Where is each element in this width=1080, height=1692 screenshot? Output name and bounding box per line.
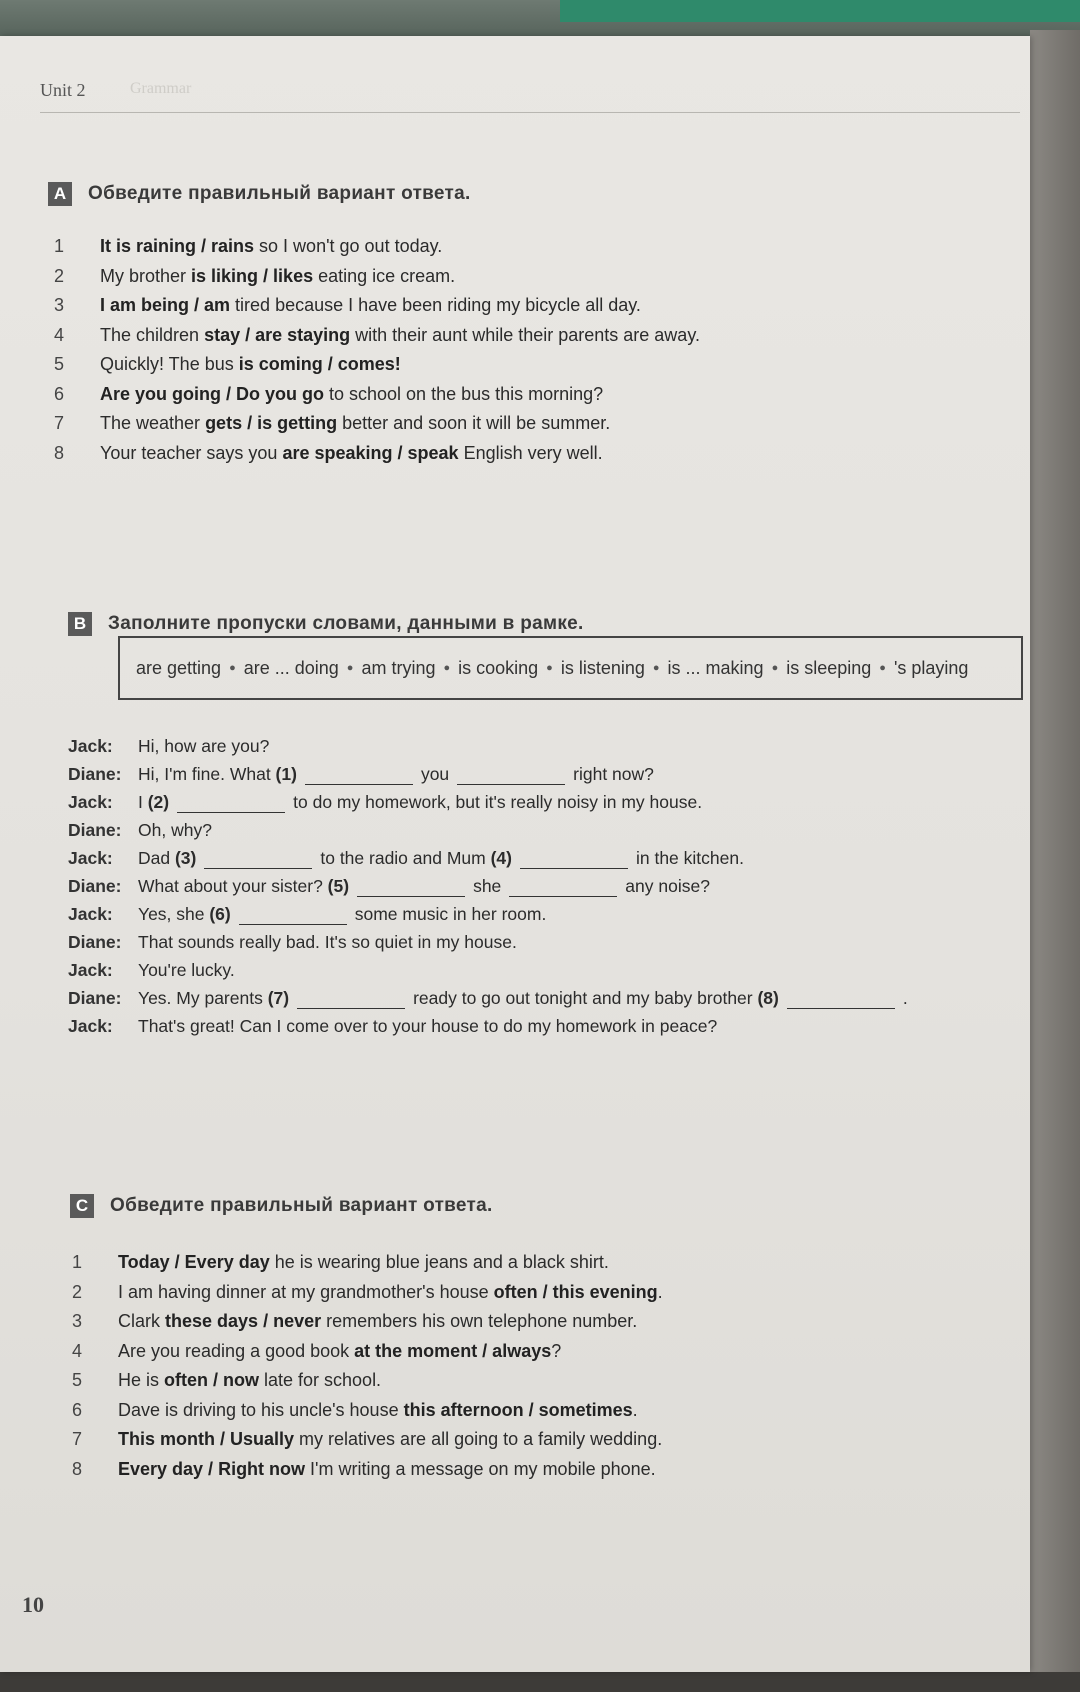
bullet-icon: ● — [443, 662, 451, 674]
item-text-before: The children — [100, 324, 205, 345]
dialogue-line — [68, 928, 908, 956]
list-item — [54, 380, 700, 410]
dialogue-fragment: she — [473, 875, 502, 896]
bullet-icon: ● — [771, 662, 779, 674]
speaker-name: Jack: — [68, 847, 113, 868]
book-cover-edge — [560, 0, 1080, 22]
gap-number: (7) — [267, 987, 290, 1008]
section-a-letter: A — [48, 182, 72, 206]
answer-options[interactable]: is coming / comes! — [238, 354, 401, 375]
bullet-icon: ● — [652, 662, 660, 674]
page-right-edge — [1030, 30, 1080, 1692]
dialogue-fragment: in the kitchen. — [635, 847, 744, 868]
dialogue-text — [138, 876, 710, 897]
answer-blank[interactable] — [305, 768, 413, 785]
speaker-name: Jack: — [68, 1015, 113, 1036]
item-text-before: My brother — [100, 265, 192, 286]
item-number: 1 — [54, 236, 65, 257]
item-text-after: my relatives are all going to a family wedding. — [294, 1429, 663, 1450]
item-text — [118, 1252, 609, 1273]
item-text-before: The weather — [100, 413, 206, 434]
answer-options[interactable]: gets / is getting — [205, 413, 338, 434]
answer-options[interactable]: Are you going / Do you go — [100, 383, 324, 404]
dialogue-fragment: some music in her room. — [354, 903, 547, 924]
list-item — [72, 1425, 663, 1455]
item-number: 3 — [72, 1311, 83, 1332]
item-text-after: better and soon it will be summer. — [337, 413, 611, 434]
dialogue-line — [68, 900, 908, 928]
item-number: 2 — [54, 265, 65, 286]
list-item — [54, 321, 700, 351]
item-text-after: remembers his own telephone number. — [321, 1311, 638, 1332]
dialogue-line — [68, 984, 908, 1012]
item-number: 4 — [72, 1340, 83, 1361]
item-text-after: . — [632, 1399, 638, 1420]
dialogue-text — [138, 960, 235, 981]
dialogue-text — [138, 764, 654, 785]
section-a-heading — [48, 182, 471, 206]
gap-number: (1) — [275, 763, 297, 784]
word-option: am trying — [361, 657, 436, 678]
item-text — [100, 295, 641, 316]
dialogue-line — [68, 760, 908, 788]
dialogue-line — [68, 872, 908, 900]
answer-blank[interactable] — [457, 768, 565, 785]
dialogue-text — [138, 988, 908, 1009]
item-text — [100, 266, 455, 287]
answer-options[interactable]: stay / are staying — [204, 324, 351, 345]
dialogue-text — [138, 820, 212, 841]
item-number: 1 — [72, 1252, 83, 1273]
word-option: is sleeping — [786, 657, 872, 678]
background-bottom — [0, 1672, 1080, 1692]
dialogue-fragment: Hi, how are you? — [138, 735, 270, 756]
list-item — [54, 291, 700, 321]
answer-options[interactable]: are speaking / speak — [282, 442, 459, 463]
item-text-after: English very well. — [458, 442, 603, 463]
dialogue-fragment: Oh, why? — [138, 819, 212, 840]
bullet-icon: ● — [879, 662, 886, 674]
answer-options[interactable]: I am being / am — [100, 295, 231, 316]
item-text-after: . — [657, 1281, 663, 1302]
item-number: 7 — [54, 413, 65, 434]
word-option: is cooking — [458, 657, 539, 678]
speaker-name: Diane: — [68, 875, 122, 896]
item-text-after: late for school. — [259, 1370, 382, 1391]
answer-blank[interactable] — [509, 880, 617, 897]
answer-blank[interactable] — [297, 992, 405, 1009]
item-text-before: He is — [118, 1370, 165, 1391]
bullet-icon: ● — [346, 662, 354, 674]
answer-options[interactable]: is liking / likes — [191, 265, 314, 286]
list-item — [72, 1307, 663, 1337]
list-item — [54, 409, 700, 439]
item-text-before: Clark — [118, 1311, 166, 1332]
answer-options[interactable]: this afternoon / sometimes — [403, 1399, 633, 1420]
answer-blank[interactable] — [204, 852, 312, 869]
item-number: 7 — [72, 1429, 83, 1450]
section-c-letter: C — [70, 1194, 94, 1218]
dialogue-text — [138, 904, 546, 925]
speaker-name: Jack: — [68, 735, 113, 756]
item-text-before: Dave is driving to his uncle's house — [118, 1399, 404, 1420]
dialogue-fragment: . — [902, 987, 908, 1008]
header-divider — [40, 112, 1020, 113]
answer-options[interactable]: often / now — [164, 1370, 259, 1391]
answer-blank[interactable] — [177, 796, 285, 813]
item-text — [100, 413, 610, 434]
dialogue-line — [68, 788, 908, 816]
bullet-icon: ● — [546, 662, 553, 674]
dialogue-fragment: That sounds really bad. It's so quiet in my house. — [138, 931, 517, 952]
answer-options[interactable]: Today / Every day — [118, 1252, 270, 1273]
speaker-name: Diane: — [68, 987, 122, 1008]
dialogue-fragment: you — [420, 763, 450, 784]
dialogue-fragment: Hi, I'm fine. What — [138, 763, 276, 784]
list-item — [72, 1396, 663, 1426]
speaker-name: Diane: — [68, 931, 122, 952]
dialogue-fragment: to the radio and Mum — [320, 847, 491, 868]
list-item — [72, 1366, 663, 1396]
speaker-name: Jack: — [68, 903, 113, 924]
dialogue-line — [68, 816, 908, 844]
section-c-heading — [70, 1194, 493, 1218]
item-number: 8 — [72, 1458, 83, 1479]
item-number: 5 — [72, 1370, 83, 1391]
section-b-letter: B — [68, 612, 92, 636]
unit-label: Unit 2 — [40, 80, 86, 100]
gap-number: (6) — [209, 903, 231, 924]
dialogue-text — [138, 848, 744, 869]
answer-blank[interactable] — [239, 908, 347, 925]
dialogue-fragment: any noise? — [625, 875, 710, 896]
dialogue-line — [68, 844, 908, 872]
section-a-title: Обведите правильный вариант ответа. — [88, 183, 471, 204]
list-item — [54, 262, 700, 292]
dialogue-fragment: to do my homework, but it's really noisy in my house. — [293, 791, 703, 812]
item-text-before: I am having dinner at my grandmother's house — [118, 1281, 494, 1302]
word-option: are getting — [136, 657, 222, 678]
item-text-before: Quickly! The bus — [100, 354, 239, 375]
gap-number: (8) — [757, 987, 779, 1008]
dialogue-fragment: That's great! Can I come over to your house to do my homework in peace? — [138, 1015, 718, 1036]
item-text-after: tired because I have been riding my bicycle all day. — [230, 295, 641, 316]
answer-options[interactable]: at the moment / always — [354, 1340, 552, 1361]
gap-number: (2) — [147, 791, 170, 812]
dialogue-text — [138, 736, 269, 757]
word-box — [118, 636, 1023, 700]
item-text-after: I'm writing a message on my mobile phone. — [305, 1458, 656, 1479]
dialogue-line — [68, 956, 908, 984]
dialogue-line — [68, 1012, 908, 1040]
dialogue-fragment: Yes. My parents — [138, 987, 268, 1008]
speaker-name: Diane: — [68, 763, 122, 784]
list-item — [72, 1278, 663, 1308]
dialogue-fragment: right now? — [573, 763, 654, 784]
word-option: is listening — [560, 657, 645, 678]
item-text-after: with their aunt while their parents are away. — [350, 324, 700, 345]
word-option: 's playing — [893, 657, 969, 678]
dialogue-text — [138, 792, 702, 813]
dialogue-fragment: Yes, she — [138, 903, 210, 924]
dialogue-text — [138, 932, 517, 953]
answer-blank[interactable] — [787, 992, 895, 1009]
answer-blank[interactable] — [357, 880, 465, 897]
item-text-after: to school on the bus this morning? — [324, 383, 604, 404]
section-b-title: Заполните пропуски словами, данными в рамке. — [108, 613, 584, 634]
word-option: is ... making — [667, 657, 764, 678]
item-number: 4 — [54, 324, 65, 345]
list-item — [54, 350, 700, 380]
section-label: Grammar — [130, 80, 192, 97]
item-number: 5 — [54, 354, 65, 375]
item-text — [118, 1370, 381, 1391]
list-item — [72, 1455, 663, 1485]
item-text-before: Are you reading a good book — [118, 1340, 355, 1361]
item-text — [100, 325, 700, 346]
item-text — [100, 236, 442, 257]
answer-options[interactable]: often / this evening — [493, 1281, 658, 1302]
item-text — [100, 384, 603, 405]
section-b-heading — [68, 612, 584, 636]
dialogue-fragment: I — [138, 791, 148, 812]
answer-options[interactable]: these days / never — [165, 1311, 322, 1332]
item-text — [118, 1459, 656, 1480]
item-text-after: so I won't go out today. — [254, 236, 443, 257]
item-text-before: Your teacher says you — [100, 442, 283, 463]
list-item — [72, 1248, 663, 1278]
dialogue-fragment: Dad — [138, 847, 175, 868]
dialogue — [68, 732, 908, 1040]
item-text — [118, 1311, 637, 1332]
gap-number: (4) — [490, 847, 512, 868]
dialogue-fragment: ready to go out tonight and my baby brother — [413, 987, 758, 1008]
item-number: 3 — [54, 295, 65, 316]
item-text — [100, 443, 603, 464]
list-item — [72, 1337, 663, 1367]
answer-blank[interactable] — [520, 852, 628, 869]
speaker-name: Jack: — [68, 791, 113, 812]
dialogue-line — [68, 732, 908, 760]
speaker-name: Jack: — [68, 959, 113, 980]
answer-options[interactable]: It is raining / rains — [100, 236, 255, 257]
item-text — [118, 1429, 662, 1450]
gap-number: (3) — [174, 847, 197, 868]
item-text-after: he is wearing blue jeans and a black shirt. — [269, 1252, 609, 1273]
section-c-title: Обведите правильный вариант ответа. — [110, 1195, 493, 1216]
item-number: 2 — [72, 1281, 83, 1302]
section-c-items — [72, 1248, 663, 1484]
item-text — [118, 1400, 638, 1421]
list-item — [54, 232, 700, 262]
page-number: 10 — [22, 1592, 44, 1617]
item-text — [100, 354, 401, 375]
list-item — [54, 439, 700, 469]
item-text — [118, 1282, 663, 1303]
dialogue-fragment: What about your sister? — [138, 875, 328, 896]
answer-options[interactable]: Every day / Right now — [118, 1458, 306, 1479]
speaker-name: Diane: — [68, 819, 122, 840]
item-number: 8 — [54, 442, 65, 463]
gap-number: (5) — [327, 875, 350, 896]
item-number: 6 — [72, 1399, 83, 1420]
item-text-after: ? — [551, 1340, 562, 1361]
section-a-items — [54, 232, 700, 468]
bullet-icon: ● — [229, 662, 236, 674]
answer-options[interactable]: This month / Usually — [118, 1429, 295, 1450]
word-option: are ... doing — [243, 657, 339, 678]
item-number: 6 — [54, 383, 65, 404]
dialogue-text — [138, 1016, 717, 1037]
background-top — [0, 0, 1080, 40]
item-text — [118, 1341, 561, 1362]
dialogue-fragment: You're lucky. — [138, 959, 235, 980]
item-text-after: eating ice cream. — [313, 265, 456, 286]
